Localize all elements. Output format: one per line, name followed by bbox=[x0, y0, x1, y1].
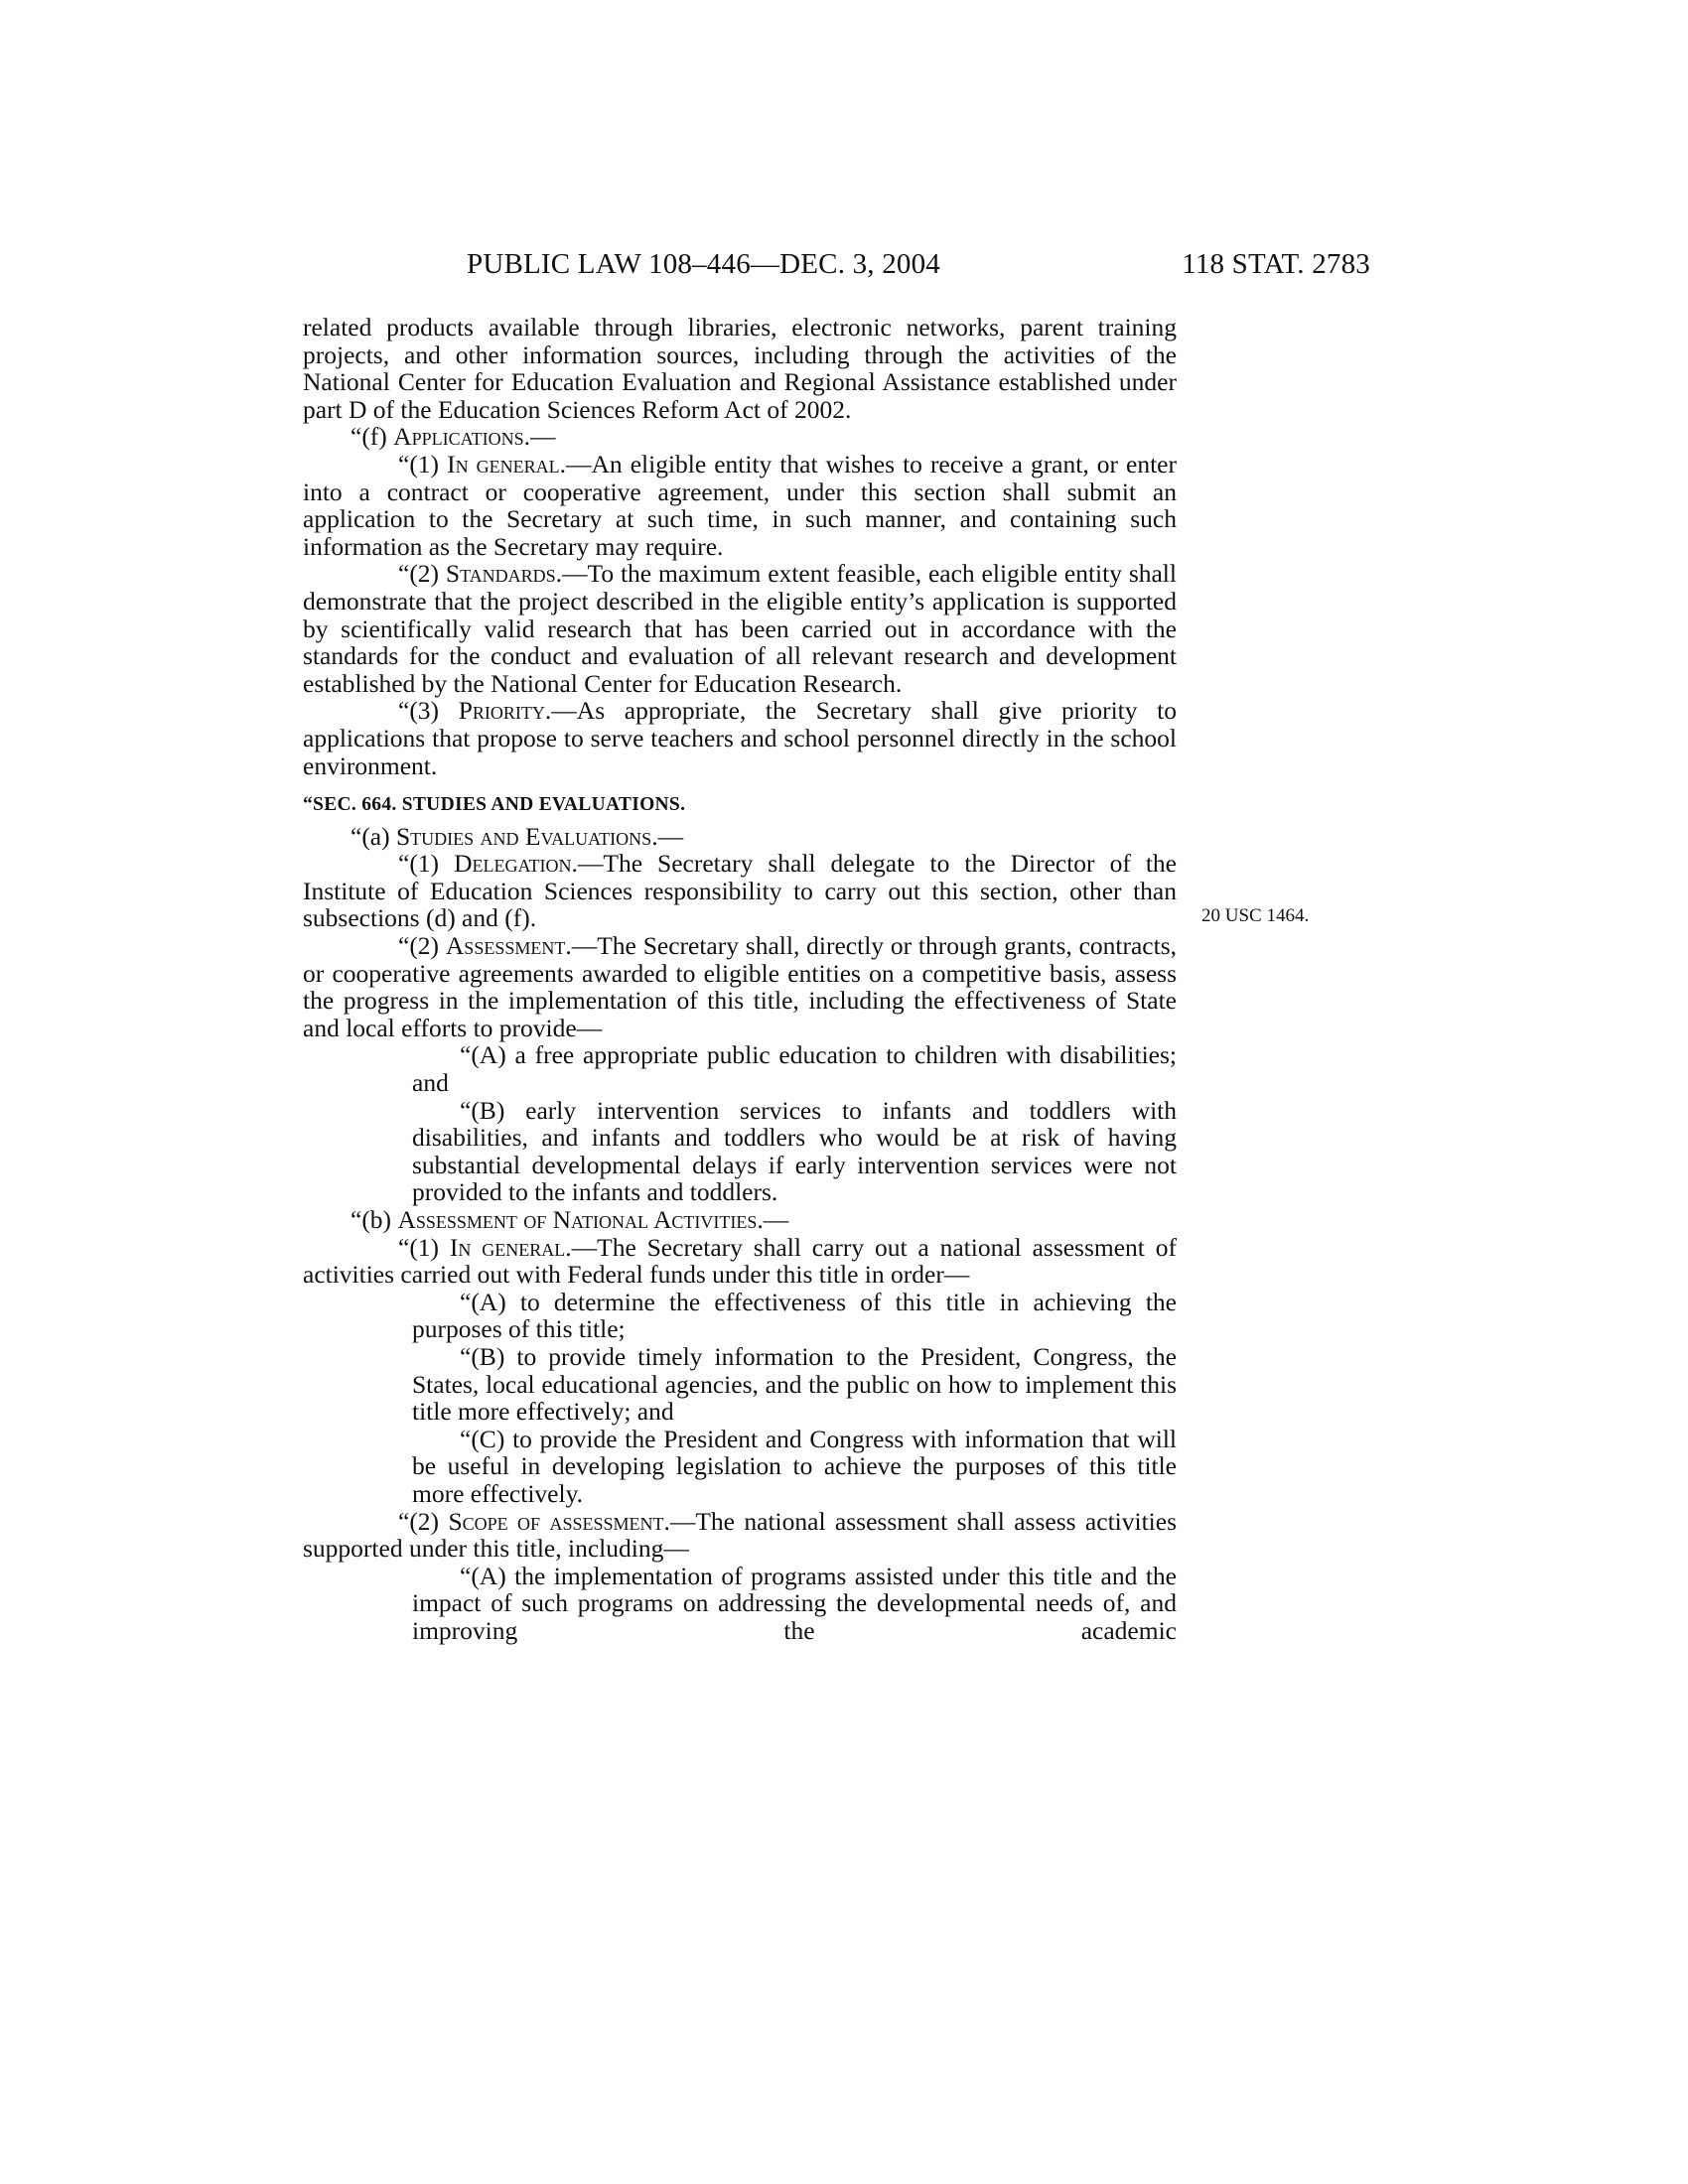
subparagraph-b2-A: “(A) the implementation of programs assisted under this title and the impact of such programs on addressing the developmental needs of, and improving the academic bbox=[412, 1561, 1177, 1645]
subparagraph-b1-B: “(B) to provide timely information to the President, Congress, the States, local educational agencies, and the public on how to implement this title more effectively; and bbox=[412, 1341, 1177, 1427]
paragraph-b2: “(2) Scope of assessment.—The national assessment shall assess activities supported under this title, including— bbox=[303, 1506, 1177, 1564]
paragraph-f2: “(2) Standards.—To the maximum extent feasible, each eligible entity shall demonstrate that the project described in the eligible entity’s application is supported by scientifically valid research that has been carried out in accordance with the standards for the conduct and evaluation of all relevant research and development established by the National Center for Education Research. bbox=[303, 559, 1177, 698]
statute-page-number: 118 STAT. 2783 bbox=[1182, 248, 1370, 280]
subsection-b-heading: “(b) Assessment of National Activities.— bbox=[351, 1205, 789, 1234]
subparagraph-b1-C: “(C) to provide the President and Congress with information that will be useful in developing legislation to achieve the purposes of this title more effectively. bbox=[412, 1424, 1177, 1508]
margin-citation: 20 USC 1464. bbox=[1201, 905, 1310, 926]
paragraph-a1: “(1) Delegation.—The Secretary shall delegate to the Director of the Institute of Education Sciences responsibility to carry out this section, other than subsections (d) and (f). bbox=[303, 849, 1177, 933]
paragraph-f1: “(1) In general.—An eligible entity that wishes to receive a grant, or enter into a contract or cooperative agreement, under this section shall submit an application to the Secretary at such time, in such manner, and containing such information as the Secretary may require. bbox=[303, 449, 1177, 561]
subparagraph-a2-B: “(B) early intervention services to infants and toddlers with disabilities, and infants and toddlers who would be at risk of having substantial developmental delays if early intervention services were not provided to the infants and toddlers. bbox=[412, 1095, 1177, 1207]
paragraph-b1: “(1) In general.—The Secretary shall carry out a national assessment of activities carried out with Federal funds under this title in order— bbox=[303, 1232, 1177, 1290]
paragraph-f3: “(3) Priority.—As appropriate, the Secretary shall give priority to applications that propose to serve teachers and school personnel directly in the school environment. bbox=[303, 696, 1177, 780]
page-header bbox=[467, 248, 1370, 288]
subparagraph-a2-A: “(A) a free appropriate public education to children with disabilities; and bbox=[412, 1040, 1177, 1098]
section-heading: “SEC. 664. STUDIES AND EVALUATIONS. bbox=[303, 794, 686, 816]
paragraph-a2: “(2) Assessment.—The Secretary shall, directly or through grants, contracts, or cooperative agreements awarded to eligible entities on a competitive basis, assess the progress in the implementation of this title, including the effectiveness of State and local efforts to provide— bbox=[303, 931, 1177, 1042]
subparagraph-b1-A: “(A) to determine the effectiveness of this title in achieving the purposes of this title; bbox=[412, 1287, 1177, 1344]
subsection-a-heading: “(a) Studies and Evaluations.— bbox=[351, 821, 684, 851]
running-title: PUBLIC LAW 108–446—DEC. 3, 2004 bbox=[467, 248, 941, 280]
continued-paragraph: related products available through libraries, electronic networks, parent training projects, and other information sources, including through the activities of the National Center for Education Evaluation and Regional Assistance established under part D of the Education Sciences Reform Act of 2002. bbox=[303, 313, 1177, 424]
subsection-f-heading: “(f) Applications.— bbox=[351, 422, 556, 452]
document-body bbox=[303, 314, 1177, 1645]
